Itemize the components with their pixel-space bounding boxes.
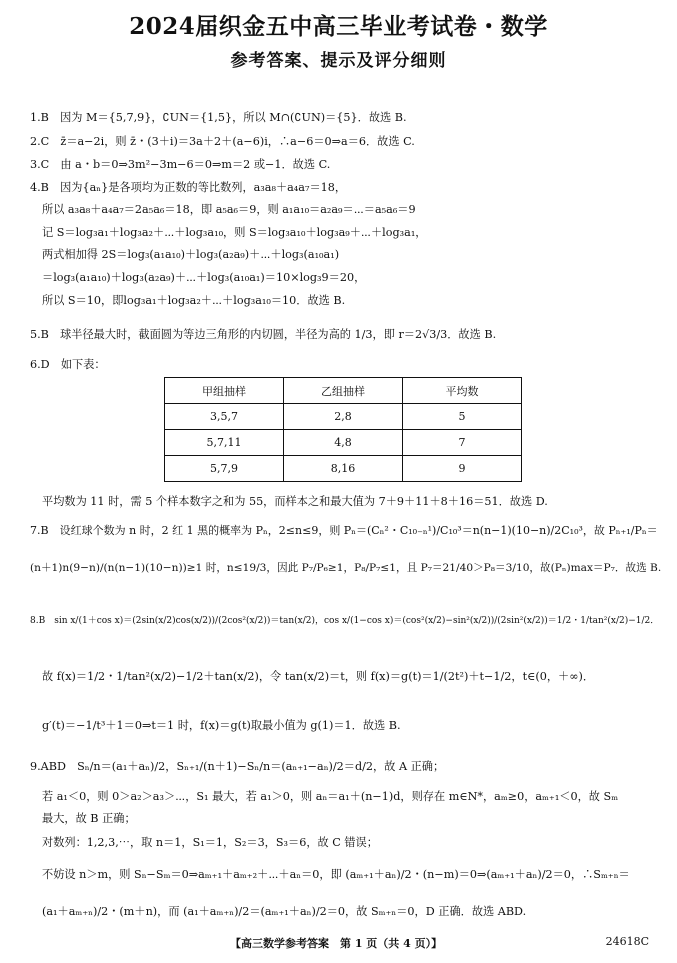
table-cell: 5,7,11 bbox=[165, 430, 284, 456]
table-cell: 3,5,7 bbox=[165, 404, 284, 430]
answer-line: 6.D 如下表： bbox=[30, 358, 106, 371]
table-cell: 9 bbox=[403, 456, 522, 482]
answer-line: 平均数为 11 时，需 5 个样本数字之和为 55，而样本之和最大值为 7＋9＋11＋8＋16＝51．故选 D. bbox=[42, 495, 548, 508]
table-row bbox=[165, 456, 522, 482]
answer-line: 故 f(x)＝1/2・1/tan²(x/2)−1/2＋tan(x/2)，令 tan(x/2)＝t，则 f(x)＝g(t)＝1/(2t²)＋t−1/2，t∈(0，＋∞)． bbox=[42, 670, 595, 683]
answer-line: 两式相加得 2S＝log₃(a₁a₁₀)＋log₃(a₂a₉)＋⋯＋log₃(a₁₀a₁) bbox=[42, 248, 340, 261]
answer-line: 5.B 球半径最大时，截面圆为等边三角形的内切圆，半径为高的 1/3，即 r＝2√3/3．故选 B. bbox=[30, 328, 497, 341]
page-title: 2024届织金五中高三毕业考试卷・数学 bbox=[129, 13, 548, 40]
table-header: 甲组抽样 bbox=[165, 378, 284, 404]
answer-line: 所以 S＝10，即log₃a₁＋log₃a₂＋⋯＋log₃a₁₀＝10．故选 B. bbox=[42, 294, 346, 307]
table-row bbox=[165, 430, 522, 456]
table-row bbox=[165, 404, 522, 430]
answer-line: 不妨设 n＞m，则 Sₙ−Sₘ＝0⇒aₘ₊₁＋aₘ₊₂＋⋯＋aₙ＝0，即 (aₘ₊₁＋aₙ)/2・(n−m)＝0⇒(aₘ₊₁＋aₙ)/2＝0，∴Sₘ₊ₙ＝ bbox=[42, 868, 630, 881]
answer-line: 1.B 因为 M＝{5,7,9}，∁UN＝{1,5}，所以 M∩(∁UN)＝{5}．故选 B. bbox=[30, 111, 407, 124]
answer-line: 若 a₁＜0，则 0＞a₂＞a₃＞⋯，S₁ 最大，若 a₁＞0，则 aₙ＝a₁＋(n−1)d，则存在 m∈N*，aₘ≥0，aₘ₊₁＜0，故 Sₘ bbox=[42, 790, 619, 803]
table-cell: 4,8 bbox=[284, 430, 403, 456]
answer-line: 所以 a₃a₈＋a₄a₇＝2a₅a₆＝18，即 a₅a₆＝9，则 a₁a₁₀＝a₂a₉＝⋯＝a₅a₆＝9 bbox=[42, 203, 416, 216]
answer-line: 7.B 设红球个数为 n 时，2 红 1 黑的概率为 Pₙ，2≤n≤9，则 Pₙ＝(Cₙ²・C₁₀₋ₙ¹)/C₁₀³＝n(n−1)(10−n)/2C₁₀³，故 Pₙ₊₁/Pₙ＝ bbox=[30, 524, 658, 537]
answer-line: (a₁＋aₘ₊ₙ)/2・(m＋n)，而 (a₁＋aₘ₊ₙ)/2＝(aₘ₊₁＋aₙ)/2＝0，故 Sₘ₊ₙ＝0，D 正确．故选 ABD. bbox=[42, 905, 527, 918]
answer-line: g′(t)＝−1/t³＋1＝0⇒t＝1 时，f(x)＝g(t)取最小值为 g(1)＝1．故选 B. bbox=[42, 719, 401, 732]
table-cell: 5,7,9 bbox=[165, 456, 284, 482]
table-cell: 5 bbox=[403, 404, 522, 430]
sampling-table bbox=[164, 377, 522, 482]
table-cell: 8,16 bbox=[284, 456, 403, 482]
answer-line: 3.C 由 a・b＝0⇒3m²−3m−6＝0⇒m＝2 或−1．故选 C. bbox=[30, 158, 331, 171]
table-header: 平均数 bbox=[403, 378, 522, 404]
answer-line: 记 S＝log₃a₁＋log₃a₂＋⋯＋log₃a₁₀，则 S＝log₃a₁₀＋log₃a₉＋⋯＋log₃a₁， bbox=[42, 226, 427, 239]
answer-line: 对数列：1,2,3,⋯，取 n＝1，S₁＝1，S₂＝3，S₃＝6，故 C 错误； bbox=[42, 836, 378, 849]
table-header: 乙组抽样 bbox=[284, 378, 403, 404]
table-cell: 7 bbox=[403, 430, 522, 456]
answer-line: ＝log₃(a₁a₁₀)＋log₃(a₂a₉)＋⋯＋log₃(a₁₀a₁)＝10×log₃9＝20， bbox=[42, 271, 366, 284]
page-subtitle: 参考答案、提示及评分细则 bbox=[230, 51, 447, 71]
answer-line: 9.ABD Sₙ/n＝(a₁＋aₙ)/2，Sₙ₊₁/(n＋1)−Sₙ/n＝(aₙ₊₁−aₙ)/2＝d/2，故 A 正确； bbox=[30, 760, 445, 773]
table-cell: 2,8 bbox=[284, 404, 403, 430]
answer-line: (n＋1)n(9−n)/(n(n−1)(10−n))≥1 时，n≤19/3，因此 P₇/P₆≥1，P₈/P₇≤1，且 P₇＝21/40＞P₈＝3/10，故(Pₙ)max＝P₇．故选 B. bbox=[30, 562, 662, 574]
table-header-row bbox=[165, 378, 522, 404]
answer-line: 最大，故 B 正确； bbox=[42, 812, 136, 825]
answer-line: 8.B sin x/(1＋cos x)＝(2sin(x/2)cos(x/2))/(2cos²(x/2))＝tan(x/2)，cos x/(1−cos x)＝(cos²(x/2)−sin²(x/2))/(2sin²(x/2))＝1/2・1/tan²(x/2)−1/2． bbox=[30, 616, 660, 626]
footer-code: 24618C bbox=[605, 935, 649, 948]
answer-line: 4.B 因为{aₙ}是各项均为正数的等比数列，a₃a₈＋a₄a₇＝18， bbox=[30, 181, 347, 194]
answer-line: 2.C z̄＝a−2i，则 z̄・(3＋i)＝3a＋2＋(a−6)i，∴a−6＝0⇒a＝6．故选 C. bbox=[30, 135, 415, 148]
footer-label: 【高三数学参考答案 第 1 页（共 4 页）】 bbox=[230, 937, 443, 950]
